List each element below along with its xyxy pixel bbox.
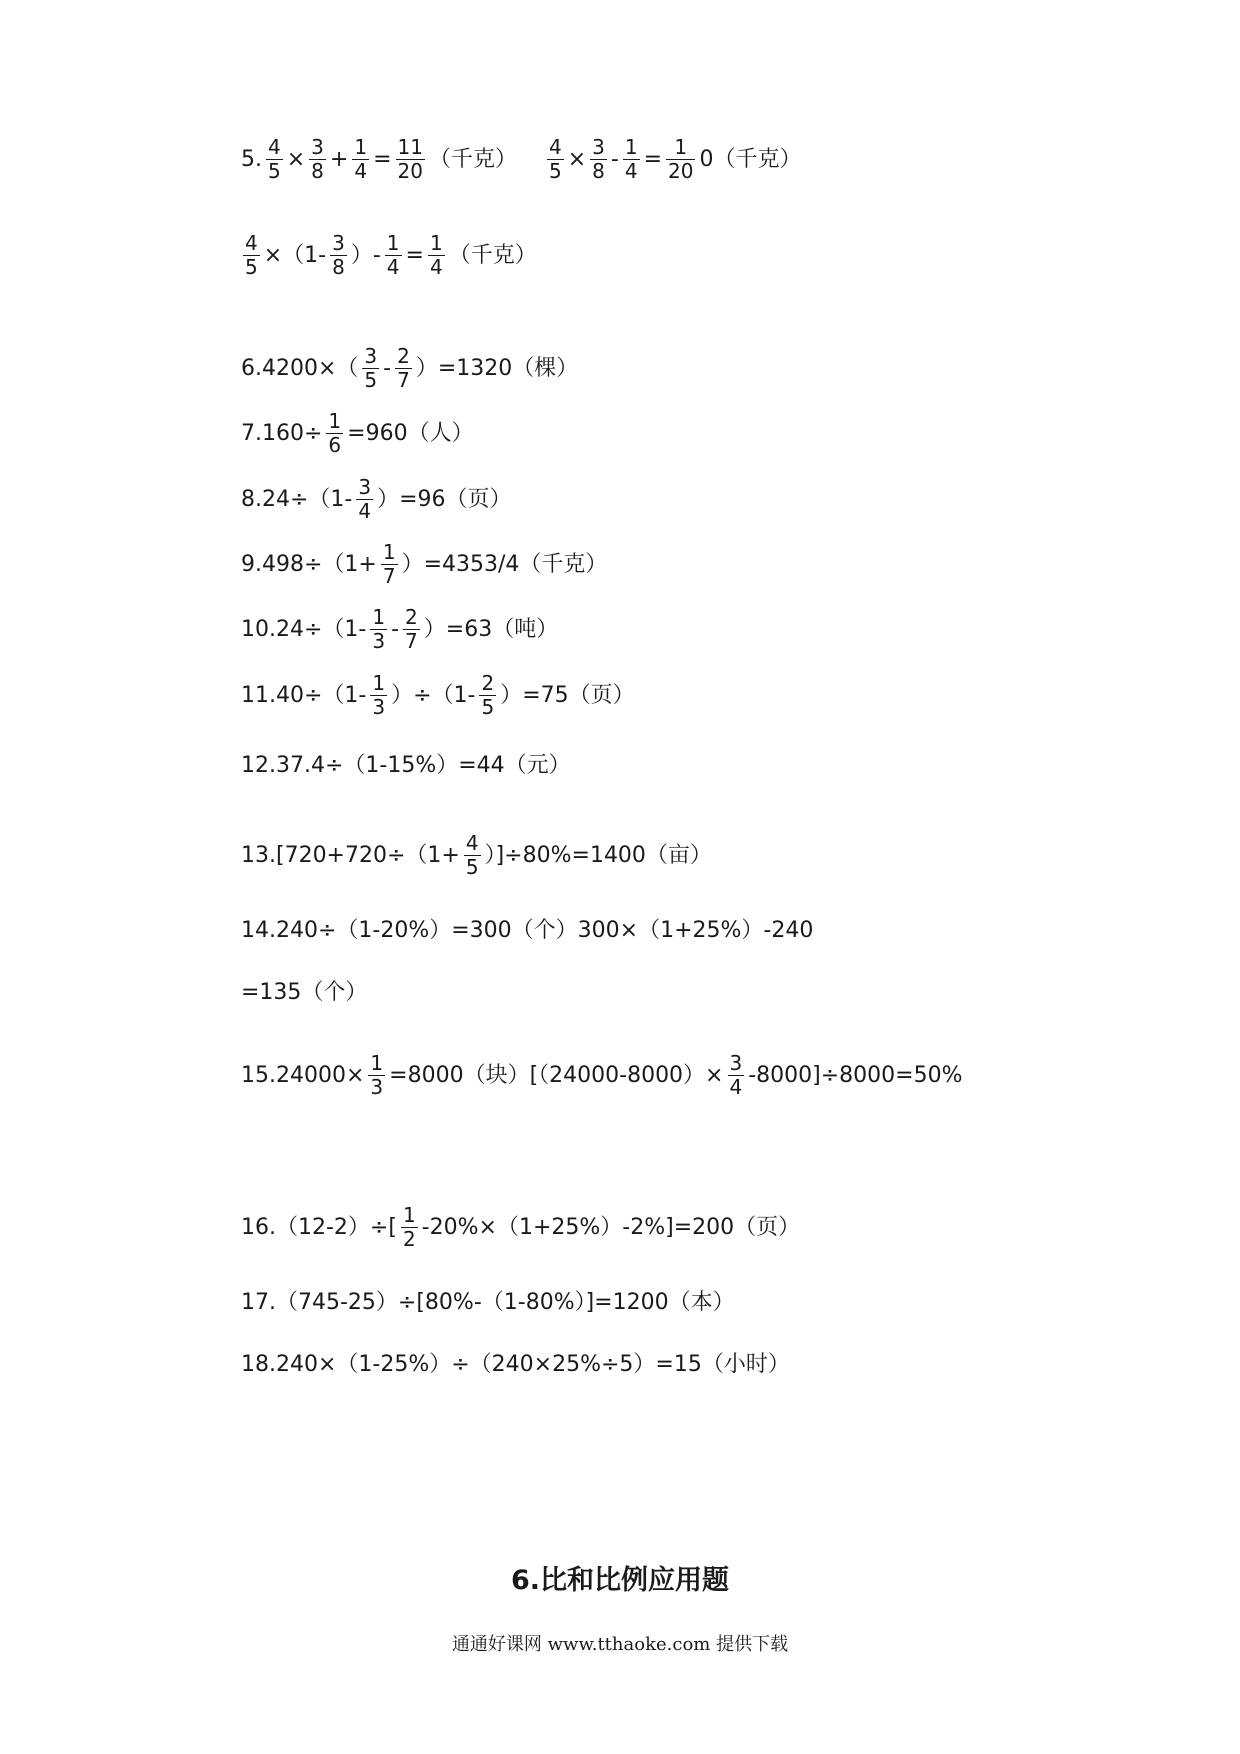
fraction-denominator: 7 (382, 564, 396, 588)
answer-line (240, 136, 802, 183)
fraction-numerator: 1 (429, 231, 443, 255)
fraction-numerator: 3 (729, 1051, 743, 1075)
fraction (330, 232, 347, 279)
equation-text: （千克） (428, 146, 517, 172)
equation-text: 10.24÷（1- (241, 616, 367, 642)
equation-text: 0（千克） (699, 146, 802, 172)
fraction (428, 232, 445, 279)
answer-line (240, 832, 713, 879)
fraction (370, 606, 387, 653)
fraction-numerator: 2 (405, 605, 418, 629)
fraction-numerator: 1 (370, 1051, 384, 1075)
fraction-numerator: 1 (624, 135, 638, 159)
equation-text: 14.240÷（1-20%）=300（个）300×（1+25%）-240 (241, 918, 814, 943)
fraction-denominator: 4 (729, 1075, 743, 1099)
equation-text: ）÷（1- (391, 682, 476, 708)
fraction-numerator: 4 (268, 135, 281, 159)
footer-credit: 通通好课网 www.tthaoke.com 提供下载 (451, 1634, 789, 1655)
fraction-denominator: 2 (402, 1227, 416, 1251)
fraction-numerator: 3 (592, 135, 605, 159)
answer-line (240, 1354, 791, 1376)
equation-text: =135（个） (241, 980, 368, 1005)
fraction-denominator: 7 (405, 629, 418, 653)
fraction-denominator: 8 (332, 255, 345, 279)
fraction-denominator: 4 (358, 499, 372, 523)
fraction-denominator: 4 (624, 159, 638, 183)
equation-text: ×（1- (263, 242, 327, 268)
fraction-denominator: 5 (245, 255, 258, 279)
fraction (401, 1204, 418, 1251)
equation-text: ）=75（页） (500, 682, 635, 708)
equation-text: 13.[720+720÷（1+ (241, 842, 460, 868)
fraction-denominator: 20 (397, 159, 423, 183)
fraction (266, 136, 283, 183)
equation-text: 18.240×（1-25%）÷（240×25%÷5）=15（小时） (241, 1352, 790, 1377)
fraction-numerator: 11 (397, 135, 423, 159)
fraction-denominator: 3 (372, 629, 386, 653)
equation-text: = (643, 146, 663, 172)
equation-text: × (567, 146, 587, 172)
fraction (362, 345, 379, 392)
equation-text: ）]÷80%=1400（亩） (484, 842, 712, 868)
fraction (396, 136, 425, 183)
answer-line (240, 1204, 801, 1251)
answer-line (240, 755, 572, 777)
equation-text: 12.37.4÷（1-15%）=44（元） (241, 753, 571, 778)
answer-line (240, 345, 579, 392)
fraction (356, 476, 373, 523)
fraction (309, 136, 326, 183)
answer-line (240, 476, 513, 523)
fraction-denominator: 5 (364, 368, 378, 392)
answer-line (240, 920, 814, 942)
fraction-numerator: 2 (397, 344, 410, 368)
fraction (464, 832, 481, 879)
fraction-numerator: 1 (386, 231, 400, 255)
section-heading: 6.比和比例应用题 (510, 1565, 730, 1596)
equation-text: = (373, 146, 392, 172)
equation-text: ）=96（页） (377, 486, 512, 512)
fraction-numerator: 3 (358, 475, 372, 499)
equation-text: 16.（12-2）÷[ (241, 1214, 397, 1240)
fraction-numerator: 1 (382, 540, 396, 564)
equation-text: ）=1320（棵） (415, 355, 579, 381)
fraction-numerator: 1 (674, 135, 688, 159)
fraction (381, 541, 398, 588)
fraction (403, 606, 420, 653)
equation-text: 17.（745-25）÷[80%-（1-80%）]=1200（本） (241, 1290, 735, 1315)
answer-line (240, 541, 608, 588)
equation-text: 5. (241, 146, 262, 172)
fraction-denominator: 6 (328, 433, 342, 457)
fraction (352, 136, 369, 183)
fraction (666, 136, 695, 183)
fraction (395, 345, 412, 392)
fraction-numerator: 4 (465, 831, 479, 855)
fraction (479, 672, 496, 719)
fraction-numerator: 3 (364, 344, 378, 368)
equation-text: ）=63（吨） (423, 616, 559, 642)
answer-line (240, 606, 559, 653)
fraction-numerator: 3 (311, 135, 324, 159)
fraction-numerator: 2 (481, 671, 495, 695)
fraction-numerator: 3 (332, 231, 345, 255)
fraction-denominator: 5 (481, 695, 495, 719)
equation-text: 7.160÷ (241, 420, 323, 446)
fraction-denominator: 3 (372, 695, 386, 719)
fraction-denominator: 20 (668, 159, 694, 183)
equation-text: =960（人） (347, 420, 474, 446)
equation-text: + (329, 146, 349, 172)
fraction (728, 1052, 745, 1099)
fraction (370, 672, 387, 719)
equation-text: - (383, 355, 392, 381)
answer-line (240, 1292, 736, 1314)
fraction (368, 1052, 385, 1099)
fraction (547, 136, 564, 183)
equation-text: 8.24÷（1- (241, 486, 353, 512)
equation-text: = (405, 242, 424, 268)
equation-text: - (610, 146, 619, 172)
fraction-denominator: 3 (370, 1075, 384, 1099)
equation-text: -20%×（1+25%）-2%]=200（页） (421, 1214, 801, 1240)
equation-text: 11.40÷（1- (241, 682, 367, 708)
equation-text: -8000]÷8000=50% (748, 1062, 963, 1088)
equation-text: - (391, 616, 400, 642)
fraction (590, 136, 607, 183)
equation-text: （千克） (448, 242, 537, 268)
answer-line (240, 410, 475, 457)
fraction-numerator: 1 (328, 409, 342, 433)
fraction (243, 232, 260, 279)
fraction-numerator: 4 (245, 231, 258, 255)
fraction-denominator: 5 (465, 855, 479, 879)
equation-text: ）=4353/4（千克） (401, 551, 608, 577)
answer-line (240, 672, 636, 719)
fraction-denominator: 4 (429, 255, 443, 279)
fraction (385, 232, 402, 279)
answer-line (240, 1052, 964, 1099)
answer-line (240, 982, 368, 1004)
fraction-denominator: 8 (592, 159, 605, 183)
equation-text: ）- (350, 242, 381, 268)
answer-line (240, 232, 538, 279)
fraction (623, 136, 640, 183)
equation-text: =8000（块）[（24000-8000）× (389, 1062, 724, 1088)
fraction-denominator: 5 (548, 159, 562, 183)
fraction-denominator: 7 (397, 368, 410, 392)
fraction-denominator: 5 (268, 159, 281, 183)
fraction-numerator: 4 (548, 135, 562, 159)
fraction (326, 410, 343, 457)
equation-text: 6.4200×（ (241, 355, 359, 381)
fraction-denominator: 4 (354, 159, 368, 183)
equation-text: × (286, 146, 306, 172)
fraction-numerator: 1 (402, 1203, 416, 1227)
equation-text: 15.24000× (241, 1062, 365, 1088)
fraction-numerator: 1 (372, 605, 386, 629)
fraction-denominator: 8 (311, 159, 324, 183)
fraction-denominator: 4 (386, 255, 400, 279)
fraction-numerator: 1 (372, 671, 386, 695)
equation-text: 9.498÷（1+ (241, 551, 377, 577)
fraction-numerator: 1 (354, 135, 368, 159)
